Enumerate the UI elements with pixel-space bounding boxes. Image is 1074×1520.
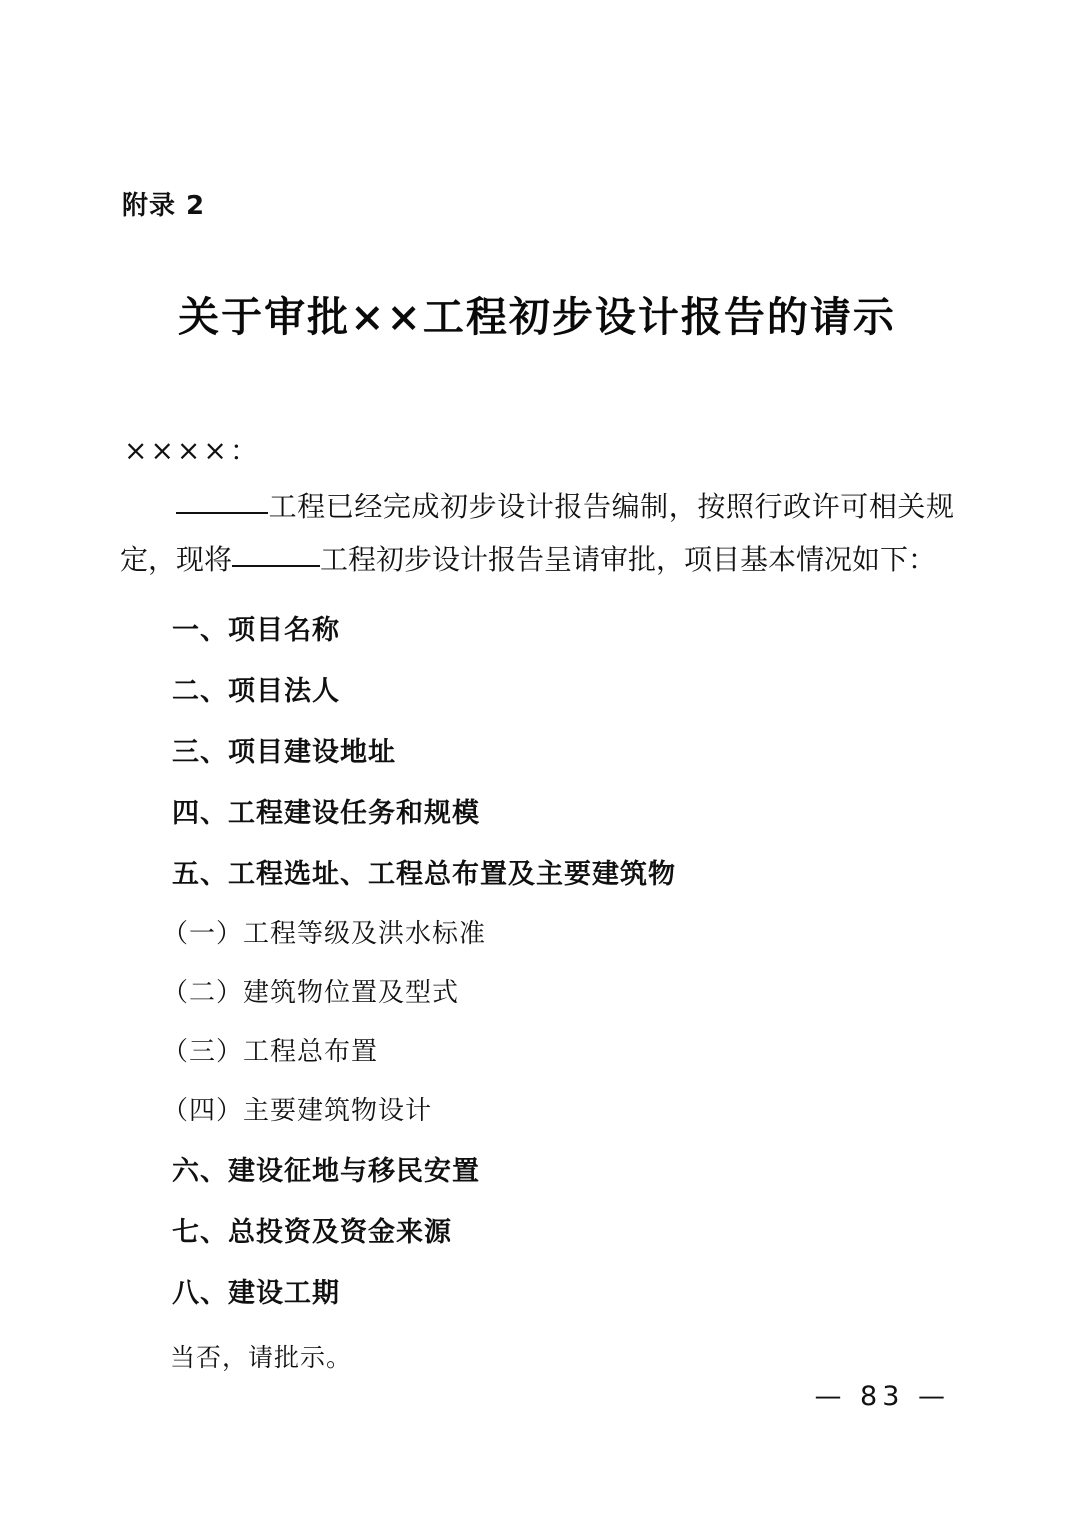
subsection-heading: （三）工程总布置 (162, 1037, 379, 1068)
appendix-label: 附录 2 (122, 191, 206, 221)
fill-in-blank-2 (232, 565, 320, 567)
intro-paragraph-tail: 工程初步设计报告呈请审批，项目基本情况如下： (320, 542, 937, 576)
page-title: 关于审批××工程初步设计报告的请示 (178, 293, 896, 341)
section-heading: 五、工程选址、工程总布置及主要建筑物 (172, 859, 676, 891)
subsection-heading: （四）主要建筑物设计 (162, 1096, 433, 1127)
section-heading: 二、项目法人 (172, 676, 340, 708)
intro-paragraph (120, 481, 954, 586)
intro-paragraph-lead: 工程已经完成初步设计报告编制，按照行政许可相关规定，现将 (120, 490, 954, 576)
section-heading: 七、总投资及资金来源 (172, 1217, 452, 1249)
section-heading: 一、项目名称 (172, 615, 340, 647)
section-heading: 八、建设工期 (172, 1278, 340, 1310)
page-number: — 83 — (814, 1381, 950, 1412)
subsection-heading: （二）建筑物位置及型式 (162, 978, 460, 1009)
section-heading: 四、工程建设任务和规模 (172, 798, 480, 830)
subsection-heading: （一）工程等级及洪水标准 (162, 919, 487, 950)
section-heading: 三、项目建设地址 (172, 737, 396, 769)
closing-line: 当否，请批示。 (170, 1343, 353, 1373)
section-heading: 六、建设征地与移民安置 (172, 1156, 480, 1188)
fill-in-blank-1 (176, 512, 268, 514)
addressee-line: ××××： (124, 434, 261, 467)
